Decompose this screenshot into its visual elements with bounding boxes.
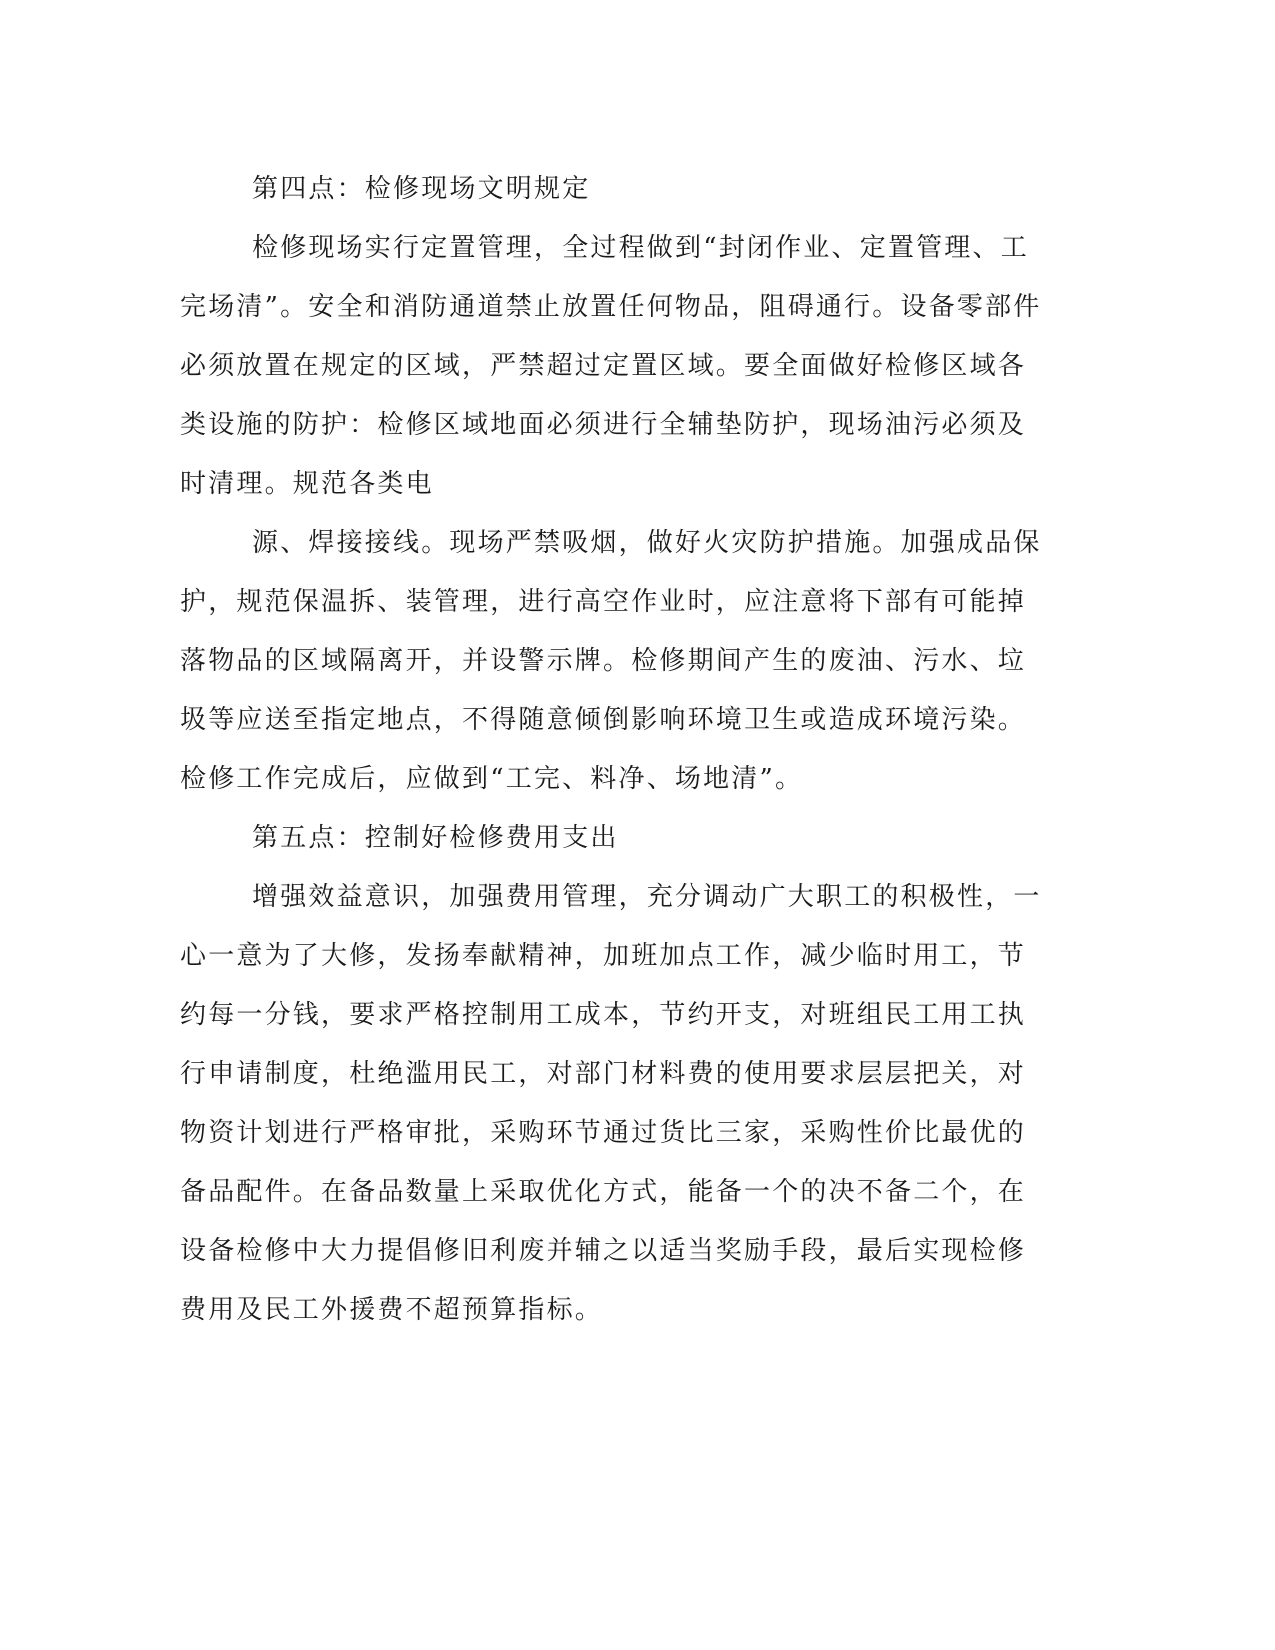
text-line: 备品配件。在备品数量上采取优化方式，能备一个的决不备二个，在 [180,1177,1027,1207]
text-line: 行申请制度，杜绝滥用民工，对部门材料费的使用要求层层把关，对 [180,1059,1027,1089]
paragraph-cost-control [180,868,1042,1340]
section-heading-5: 第五点：控制好检修费用支出 [252,823,619,853]
text-line: 约每一分钱，要求严格控制用工成本，节约开支，对班组民工用工执 [180,1000,1027,1030]
text-line: 类设施的防护：检修区域地面必须进行全辅垫防护，现场油污必须及 [180,410,1027,440]
text-line: 必须放置在规定的区域，严禁超过定置区域。要全面做好检修区域各 [180,351,1027,381]
text-line: 时清理。规范各类电 [180,469,434,499]
text-line: 护，规范保温拆、装管理，进行高空作业时，应注意将下部有可能掉 [180,587,1027,617]
text-line: 落物品的区域隔离开，并设警示牌。检修期间产生的废油、污水、垃 [180,646,1027,676]
text-line: 物资计划进行严格审批，采购环节通过货比三家，采购性价比最优的 [180,1118,1027,1148]
text-line: 完场清”。安全和消防通道禁止放置任何物品，阻碍通行。设备零部件 [180,292,1042,322]
document-body [180,160,1042,1340]
paragraph-safety [180,514,1042,809]
text-line: 检修现场实行定置管理，全过程做到“封闭作业、定置管理、工 [252,233,1029,263]
text-line: 圾等应送至指定地点，不得随意倾倒影响环境卫生或造成环境污染。 [180,705,1027,735]
text-line: 心一意为了大修，发扬奉献精神，加班加点工作，减少临时用工，节 [180,941,1027,971]
text-line: 增强效益意识，加强费用管理，充分调动广大职工的积极性，一 [252,882,1042,912]
section-heading-4: 第四点：检修现场文明规定 [252,174,591,204]
text-line: 费用及民工外援费不超预算指标。 [180,1295,604,1325]
text-line: 设备检修中大力提倡修旧利废并辅之以适当奖励手段，最后实现检修 [180,1236,1027,1266]
text-line: 源、焊接接线。现场严禁吸烟，做好火灾防护措施。加强成品保 [252,528,1042,558]
text-line: 检修工作完成后，应做到“工完、料净、场地清”。 [180,764,804,794]
paragraph-site-rules [180,219,1042,514]
